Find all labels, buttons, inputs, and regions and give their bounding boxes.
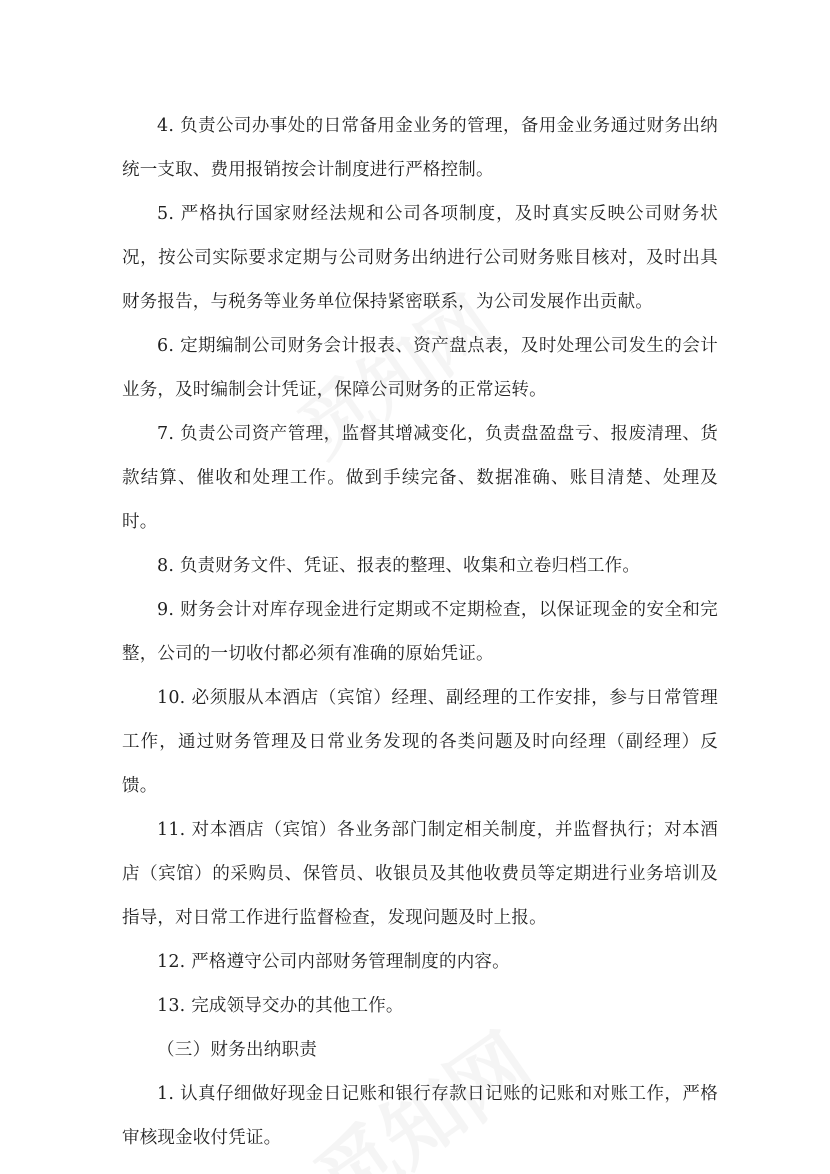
paragraph-item-9: 9. 财务会计对库存现金进行定期或不定期检查，以保证现金的安全和完整，公司的一切收付都必须有准确的原始凭证。 <box>122 600 718 664</box>
document-body <box>122 104 718 1160</box>
paragraph-item-13: 13. 完成领导交办的其他工作。 <box>157 996 404 1016</box>
paragraph-item-12: 12. 严格遵守公司内部财务管理制度的内容。 <box>157 952 510 972</box>
paragraph-item-5: 5. 严格执行国家财经法规和公司各项制度，及时真实反映公司财务状况，按公司实际要求定期与公司财务出纳进行公司财务账目核对，及时出具财务报告，与税务等业务单位保持紧密联系，为公司发展作出贡献。 <box>122 204 718 312</box>
paragraph-item-6: 6. 定期编制公司财务会计报表、资产盘点表，及时处理公司发生的会计业务，及时编制会计凭证，保障公司财务的正常运转。 <box>122 336 718 400</box>
paragraph-item-8: 8. 负责财务文件、凭证、报表的整理、收集和立卷归档工作。 <box>157 556 641 576</box>
paragraph-item-1: 1. 认真仔细做好现金日记账和银行存款日记账的记账和对账工作，严格审核现金收付凭证。 <box>122 1084 718 1148</box>
paragraph-item-11: 11. 对本酒店（宾馆）各业务部门制定相关制度，并监督执行；对本酒店（宾馆）的采购员、保管员、收银员及其他收费员等定期进行业务培训及指导，对日常工作进行监督检查，发现问题及时上报。 <box>122 820 718 928</box>
paragraph-item-10: 10. 必须服从本酒店（宾馆）经理、副经理的工作安排，参与日常管理工作，通过财务管理及日常业务发现的各类问题及时向经理（副经理）反馈。 <box>122 688 718 796</box>
section-heading: （三）财务出纳职责 <box>157 1040 318 1060</box>
paragraph-item-4: 4. 负责公司办事处的日常备用金业务的管理，备用金业务通过财务出纳统一支取、费用报销按会计制度进行严格控制。 <box>122 116 718 180</box>
paragraph-item-7: 7. 负责公司资产管理，监督其增减变化，负责盘盈盘亏、报废清理、货款结算、催收和处理工作。做到手续完备、数据准确、账目清楚、处理及时。 <box>122 424 718 532</box>
